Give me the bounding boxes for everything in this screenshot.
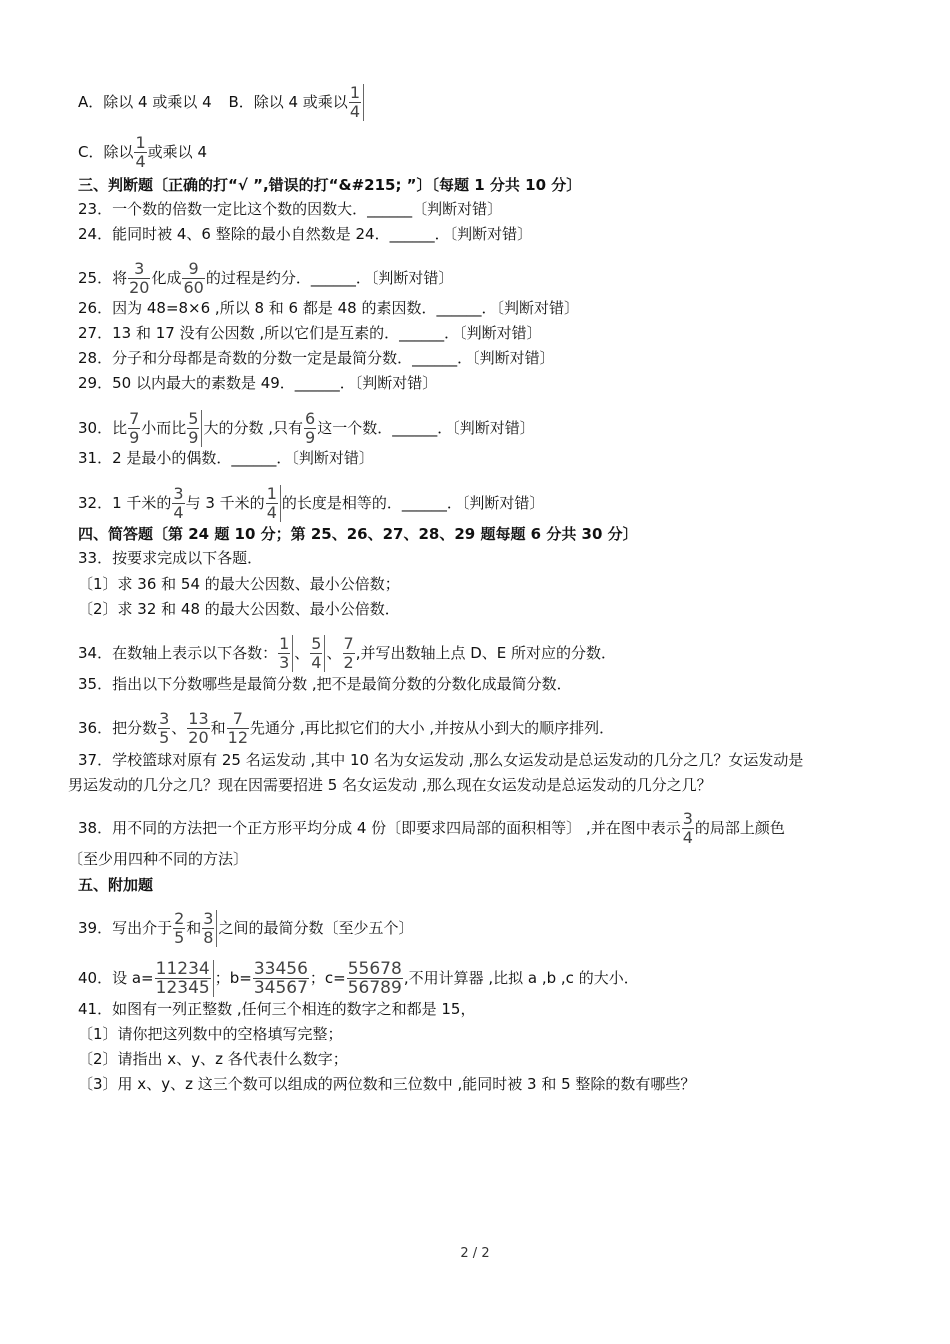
- question-34: 34．在数轴上表示以下各数： $\frac{1}{3}$ 、 $\frac{5}{4}$ 、 $\frac{7}{2}$ ,并写出数轴上点 D、E 所对应的分数．: [78, 634, 617, 672]
- question-35: 35．指出以下分数哪些是最简分数 ,把不是最简分数的分数化成最简分数．: [78, 675, 572, 693]
- q22-option-b-fraction: $\frac{1}{4}$: [349, 84, 364, 121]
- q34-fraction-3: $\frac{7}{2}$: [343, 634, 354, 672]
- question-37-line-2: 男运发动的几分之几？现在因需要招进 5 名女运发动 ,那么现在女运发动是总运发动的几分之几？: [68, 776, 712, 794]
- q22-option-c: C．除以 $\frac{1}{4}$ 或乘以 4: [78, 133, 207, 171]
- q22-options-ab: [78, 84, 365, 121]
- question-23: 23．一个数的倍数一定比这个数的因数大．______〔判断对错〕: [78, 200, 503, 218]
- question-24: 24．能同时被 4、6 整除的最小自然数是 24．______．〔判断对错〕: [78, 225, 533, 243]
- question-29: 29．50 以内最大的素数是 49．______．〔判断对错〕: [78, 374, 438, 392]
- q40-fraction-a: $\frac{11234}{12345}$: [155, 960, 214, 997]
- q32-fraction-1: $\frac{3}{4}$: [173, 484, 184, 522]
- q25-fraction-1: $\frac{3}{20}$: [129, 259, 150, 297]
- question-41-part-3: 〔3〕用 x、y、z 这三个数可以组成的两位数和三位数中 ,能同时被 3 和 5 整除的数有哪些？: [78, 1075, 696, 1093]
- q40-fraction-c: $\frac{55678}{56789}$: [347, 959, 402, 998]
- q30-fraction-3: $\frac{6}{9}$: [305, 409, 316, 447]
- q38-fraction: $\frac{3}{4}$: [682, 809, 693, 847]
- question-33-part-1: 〔1〕求 36 和 54 的最大公因数、最小公倍数；: [78, 575, 400, 593]
- q39-fraction-1: $\frac{2}{5}$: [174, 909, 185, 947]
- q34-fraction-1: $\frac{1}{3}$: [278, 635, 293, 672]
- question-40: 40．设 a= $\frac{11234}{12345}$ ；b= $\frac{33456}{34567}$ ；c= $\frac{55678}{56789}$ ,不用计算器 ,比拟 a ,b ,c 的大小．: [78, 959, 639, 998]
- question-33-part-2: 〔2〕求 32 和 48 的最大公因数、最小公倍数．: [78, 600, 400, 618]
- q22-option-c-fraction: $\frac{1}{4}$: [135, 133, 146, 171]
- q32-fraction-2: $\frac{1}{4}$: [266, 485, 281, 522]
- q22-option-a: A．除以 4 或乘以 4: [78, 93, 212, 111]
- q30-fraction-2: $\frac{5}{9}$: [187, 410, 202, 447]
- question-33-stem: 33．按要求完成以下各题．: [78, 549, 263, 567]
- question-38-line-2: 〔至少用四种不同的方法〕: [68, 850, 249, 868]
- page-number: 2 / 2: [460, 1246, 490, 1261]
- q30-fraction-1: $\frac{7}{9}$: [129, 409, 140, 447]
- question-25: 25．将 $\frac{3}{20}$ 化成 $\frac{9}{60}$ 的过程是约分．______．〔判断对错〕: [78, 259, 454, 297]
- question-41-stem: 41．如图有一列正整数 ,任何三个相连的数字之和都是 15，: [78, 1000, 476, 1018]
- q39-fraction-2: $\frac{3}{8}$: [202, 910, 217, 947]
- q34-fraction-2: $\frac{5}{4}$: [310, 635, 325, 672]
- question-41-part-2: 〔2〕请指出 x、y、z 各代表什么数字；: [78, 1050, 348, 1068]
- question-38: 38．用不同的方法把一个正方形平均分成 4 份〔即要求四局部的面积相等〕 ,并在图中表示 $\frac{3}{4}$ 的局部上颜色: [78, 809, 785, 847]
- question-28: 28．分子和分母都是奇数的分数一定是最简分数．______．〔判断对错〕: [78, 349, 555, 367]
- q22-option-b: B．除以 4 或乘以: [228, 93, 348, 111]
- question-31: 31．2 是最小的偶数．______．〔判断对错〕: [78, 449, 374, 467]
- q36-fraction-1: $\frac{3}{5}$: [159, 709, 170, 747]
- question-32: 32．1 千米的 $\frac{3}{4}$ 与 3 千米的 $\frac{1}{4}$ 的长度是相等的．______．〔判断对错〕: [78, 484, 545, 522]
- q40-fraction-b: $\frac{33456}{34567}$: [253, 959, 308, 998]
- q36-fraction-2: $\frac{13}{20}$: [188, 709, 209, 747]
- q25-fraction-2: $\frac{9}{60}$: [183, 259, 204, 297]
- section-4-heading: 四、简答题〔第 24 题 10 分；第 25、26、27、28、29 题每题 6 分共 30 分〕: [78, 525, 638, 543]
- section-5-heading: 五、附加题: [78, 876, 154, 894]
- q36-fraction-3: $\frac{7}{12}$: [227, 709, 249, 747]
- question-36: 36．把分数 $\frac{3}{5}$ 、 $\frac{13}{20}$ 和 $\frac{7}{12}$ 先通分 ,再比拟它们的大小 ,并按从小到大的顺序排列．: [78, 709, 615, 747]
- question-27: 27．13 和 17 没有公因数 ,所以它们是互素的．______．〔判断对错〕: [78, 324, 542, 342]
- question-37-line-1: 37．学校篮球对原有 25 名运发动 ,其中 10 名为女运发动 ,那么女运发动是总运发动的几分之几？女运发动是: [78, 751, 804, 769]
- section-3-heading: 三、判断题〔正确的打“√ ”,错误的打“&#215; ”〕〔每题 1 分共 10 分〕: [78, 176, 582, 194]
- question-26: 26．因为 48=8×6 ,所以 8 和 6 都是 48 的素因数．______．〔判断对错〕: [78, 299, 579, 317]
- question-39: 39．写出介于 $\frac{2}{5}$ 和 $\frac{3}{8}$ 之间的最简分数〔至少五个〕: [78, 909, 414, 947]
- question-30: 30．比 $\frac{7}{9}$ 小而比 $\frac{5}{9}$ 大的分数 ,只有 $\frac{6}{9}$ 这一个数．______．〔判断对错〕: [78, 409, 535, 447]
- question-41-part-1: 〔1〕请你把这列数中的空格填写完整；: [78, 1025, 343, 1043]
